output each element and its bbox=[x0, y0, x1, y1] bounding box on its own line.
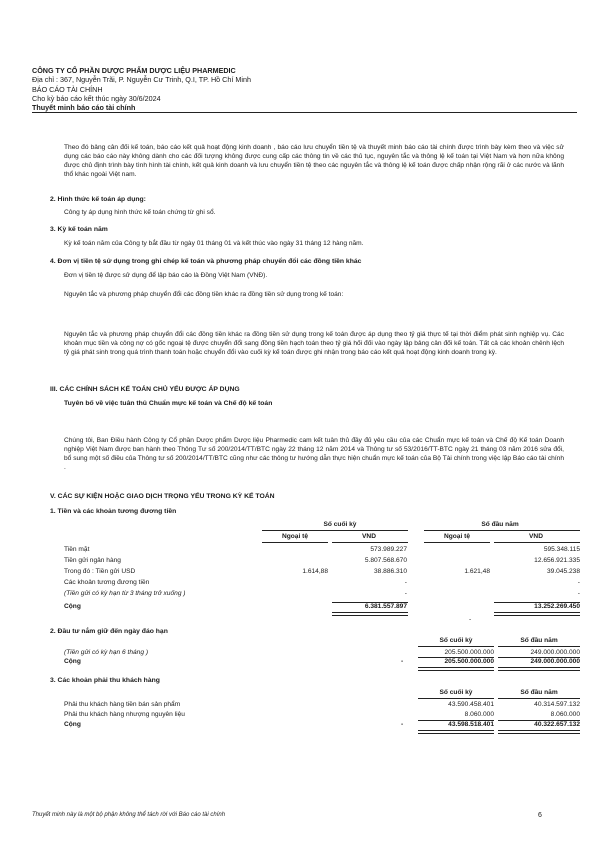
report-title: BÁO CÁO TÀI CHÍNH bbox=[32, 84, 103, 94]
table-1-row-label: (Tiền gửi có kỳ hạn từ 3 tháng trở xuống ) bbox=[64, 590, 186, 597]
table-1-row-label: Các khoản tương đương tiền bbox=[64, 579, 150, 586]
table-1-sub-fx-begin: Ngoại tệ bbox=[443, 533, 470, 540]
table-3-title: 3. Các khoản phải thu khách hàng bbox=[50, 677, 160, 684]
table-1-total-end: 6.381.557.897 bbox=[364, 603, 407, 610]
document-header bbox=[32, 66, 577, 113]
company-address: Địa chỉ : 367, Nguyễn Trãi, P. Nguyễn Cư Trinh, Q.I, TP. Hồ Chí Minh bbox=[32, 75, 251, 85]
table-1-row-vnd-begin: 39.045.238 bbox=[546, 568, 580, 575]
table-1-row-vnd-end: - bbox=[404, 590, 407, 597]
table-3-col-begin: Số đầu năm bbox=[520, 689, 558, 696]
table-1-total-label: Cộng bbox=[64, 603, 81, 610]
report-period: Cho kỳ báo cáo kết thúc ngày 30/6/2024 bbox=[32, 93, 161, 103]
table-1-sub-fx-end: Ngoại tệ bbox=[281, 533, 308, 540]
table-3-row-1-begin: 40.314.597.132 bbox=[534, 701, 580, 708]
section-2-text: Công ty áp dụng hình thức kế toán chứng từ ghi sổ. bbox=[64, 209, 216, 216]
company-name: CÔNG TY CỔ PHẦN DƯỢC PHẨM DƯỢC LIỆU PHARMEDIC bbox=[32, 66, 236, 75]
table-2-row-label: (Tiền gửi có kỳ hạn 6 tháng ) bbox=[64, 649, 149, 656]
section-4-text-2: Nguyên tắc và phương pháp chuyển đổi các đồng tiền khác ra đồng tiền sử dụng trong kế toán: bbox=[64, 291, 344, 298]
table-3-row-2-label: Phải thu khách hàng nhượng nguyên liệu bbox=[64, 711, 185, 718]
table-1-row-vnd-end: 38.886.310 bbox=[373, 568, 407, 575]
table-2-row-end: 205.500.000.000 bbox=[444, 649, 494, 656]
section-2-title: 2. Hình thức kế toán áp dụng: bbox=[50, 196, 146, 203]
table-3-row-2-begin: 8.060.000 bbox=[550, 711, 580, 718]
table-1-row-vnd-begin: - bbox=[577, 590, 580, 597]
table-3-total-dash: - bbox=[401, 721, 404, 728]
intro-paragraph: Theo đó bảng cân đối kế toán, báo cáo kết quả hoạt động kinh doanh , báo cáo lưu chuyển tiền tệ và thuyết minh báo cáo tài chính được trình bày kèm theo và việc sử dụng các báo cáo này không dành cho các đối tượng không được cung cấp các thông tin về các thủ tục, nguyên tắc và thông lệ kế toán tại Việt Nam và hơn nữa không được chủ định trình bày tình hình tài chính, kết quả kinh doanh và lưu chuyển tiền tệ theo các nguyên tắc và thông lệ kế toán được chấp nhận rộng rãi ở các nước và lãnh thổ khác ngoài Việt nam. bbox=[64, 144, 564, 178]
report-subtitle: Thuyết minh báo cáo tài chính bbox=[32, 103, 577, 113]
table-3-row-1-end: 43.590.458.401 bbox=[448, 701, 494, 708]
table-1-row-label: Trong đó : Tiền gửi USD bbox=[64, 568, 136, 575]
table-1-row-label: Tiền mặt bbox=[64, 546, 90, 553]
table-1-row-label: Tiền gửi ngân hàng bbox=[64, 557, 121, 564]
table-1-row-fx-end: 1.614,88 bbox=[302, 568, 328, 575]
table-1-row-vnd-begin: 12.656.921.335 bbox=[534, 557, 580, 564]
table-2-title: 2. Đầu tư nắm giữ đến ngày đáo hạn bbox=[50, 628, 168, 635]
table-1-row-vnd-end: 5.807.568.670 bbox=[364, 557, 407, 564]
table-1-sub-vnd-begin: VND bbox=[529, 533, 543, 540]
section-4-text-3: Nguyên tắc và phương pháp chuyển đổi các đồng tiền khác ra đồng tiền sử dụng trong kế toán được áp dụng theo tỷ giá thực tế tại thời điểm phát sinh nghiệp vụ. Các khoản mục tiền và công nợ có gốc ngoại tệ được chuyển đổi sang đồng tiền hạch toán theo tỷ giá hối đối vào ngày lập bảng cân đối kế toán. Tất cả các khoản chênh lệch tỷ giá phát sinh trong quá trình thanh toán hoặc chuyển đổi vào cuối kỳ kế toán được ghi nhận trong báo cáo kết quả hoạt động kinh doanh trong kỳ. bbox=[64, 331, 564, 356]
table-3-total-label: Cộng bbox=[64, 721, 81, 728]
table-1-total-begin: 13.252.269.450 bbox=[534, 603, 580, 610]
table-2-col-end: Số cuối kỳ bbox=[439, 637, 473, 644]
table-3-col-end: Số cuối kỳ bbox=[439, 689, 473, 696]
section-4-title: 4. Đơn vị tiền tệ sử dụng trong ghi chép kế toán và phương pháp chuyển đổi các đồng tiền khác bbox=[50, 258, 362, 265]
table-2-total-dash: - bbox=[401, 658, 404, 665]
table-1-after-dash: - bbox=[469, 616, 472, 623]
section-iii-text: Chúng tôi, Ban Điều hành Công ty Cổ phần Dược phẩm Dược liệu Pharmedic cam kết tuân thủ đầy đủ yêu cầu của các Chuẩn mực kế toán và Chế độ Kế toán Doanh nghiệp Việt Nam được ban hành theo Thông Tư số 200/2014/TT/BTC ngày 22 tháng 12 năm 2014 và Thông tư số 53/2016/TT-BTC ngày 21 tháng 03 năm 2016 sửa đổi, bổ sung một số điều của Thông tư số 200/2014/TT/BTC cũng như các thông tư hướng dẫn thực hiện chuẩn mực kế toán của Bộ Tài chính trong việc lập Báo cáo tài chính . bbox=[64, 437, 564, 471]
table-3-total-begin: 40.322.657.132 bbox=[534, 721, 580, 728]
table-1-row-vnd-end: 573.989.227 bbox=[370, 546, 407, 553]
table-2-total-end: 205.500.000.000 bbox=[444, 658, 494, 665]
table-2-total-label: Cộng bbox=[64, 658, 81, 665]
section-iii-subtitle: Tuyên bố về việc tuân thủ Chuẩn mực kế toán và Chế độ kế toán bbox=[64, 400, 273, 407]
table-1-row-vnd-begin: 595.348.115 bbox=[543, 546, 580, 553]
footer-note: Thuyết minh này là một bộ phận không thể tách rời với Báo cáo tài chính bbox=[32, 812, 226, 818]
table-2-row-begin: 249.000.000.000 bbox=[530, 649, 580, 656]
table-1-sub-vnd-end: VND bbox=[362, 533, 376, 540]
section-3-text: Kỳ kế toán năm của Công ty bắt đầu từ ngày 01 tháng 01 và kết thúc vào ngày 31 tháng 12 hàng năm. bbox=[64, 240, 364, 247]
table-1-row-vnd-end: - bbox=[404, 579, 407, 586]
table-1-row-vnd-begin: - bbox=[577, 579, 580, 586]
table-1-row-fx-begin: 1.621,48 bbox=[464, 568, 490, 575]
section-4-text-1: Đơn vị tiền tệ được sử dụng để lập báo cáo là Đồng Việt Nam (VNĐ). bbox=[64, 272, 268, 279]
table-1-col-end: Số cuối kỳ bbox=[323, 521, 357, 528]
table-1-col-begin: Số đầu năm bbox=[481, 521, 519, 528]
table-2-col-begin: Số đầu năm bbox=[520, 637, 558, 644]
table-2-total-begin: 249.000.000.000 bbox=[530, 658, 580, 665]
table-3-row-2-end: 8.060.000 bbox=[464, 711, 494, 718]
table-3-row-1-label: Phải thu khách hàng tiền bán sản phẩm bbox=[64, 701, 181, 708]
table-1-title: 1. Tiền và các khoản tương đương tiền bbox=[50, 508, 177, 515]
section-v-title: V. CÁC SỰ KIỆN HOẶC GIAO DỊCH TRỌNG YẾU TRONG KỲ KẾ TOÁN bbox=[50, 493, 275, 500]
page-number: 6 bbox=[538, 812, 542, 819]
section-3-title: 3. Kỳ kế toán năm bbox=[50, 226, 108, 233]
section-iii-title: III. CÁC CHÍNH SÁCH KẾ TOÁN CHỦ YẾU ĐƯỢC ÁP DỤNG bbox=[50, 386, 240, 393]
table-3-total-end: 43.598.518.401 bbox=[448, 721, 494, 728]
